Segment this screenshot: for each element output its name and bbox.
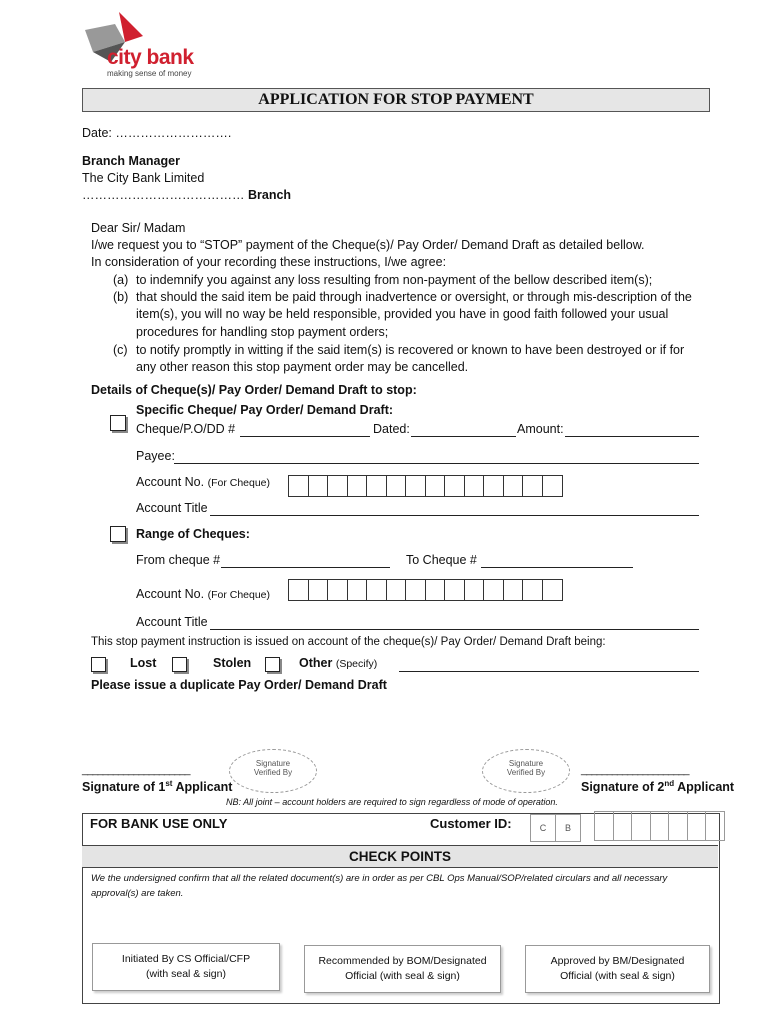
account-title-field-1[interactable] (210, 515, 699, 516)
recommended-by-box[interactable]: Recommended by BOM/Designated Official (with seal & sign) (304, 945, 501, 993)
duplicate-request: Please issue a duplicate Pay Order/ Demand Draft (91, 678, 387, 692)
joint-holder-note: NB: All joint – account holders are required to sign regardless of mode of operation. (226, 797, 558, 807)
customer-id-prefix: C B (530, 814, 581, 842)
stolen-checkbox[interactable] (172, 657, 187, 672)
stolen-label: Stolen (213, 656, 252, 670)
request-text: I/we request you to “STOP” payment of the Cheque(s)/ Pay Order/ Demand Draft as detailed bellow. (91, 238, 645, 252)
consideration-text: In consideration of your recording these instructions, I/we agree: (91, 255, 447, 269)
lost-checkbox[interactable] (91, 657, 106, 672)
clause-b-line-2: item(s), you will no way be held responsible, provided you have in good faith followed your usual (136, 307, 669, 321)
stamp-line-2: Verified By (506, 768, 546, 777)
account-title-label-2: Account Title (136, 615, 208, 629)
salutation: Dear Sir/ Madam (91, 221, 186, 235)
signature-line-1[interactable]: _____________________ (82, 764, 190, 776)
other-label-group (299, 656, 377, 670)
approved-by-box[interactable]: Approved by BM/Designated Official (with seal & sign) (525, 945, 710, 993)
other-label: Other (299, 656, 333, 670)
stamp-line-1: Signature (255, 759, 291, 768)
reason-text: This stop payment instruction is issued on account of the cheque(s)/ Pay Order/ Demand Draft being: (91, 636, 606, 648)
to-cheque-field[interactable] (481, 567, 633, 568)
details-heading: Details of Cheque(s)/ Pay Order/ Demand Draft to stop: (91, 383, 417, 397)
account-no-label-1 (136, 475, 270, 489)
logo-tagline: making sense of money (107, 69, 192, 78)
for-cheque-note: (For Cheque) (207, 477, 271, 489)
account-no-text: Account No. (136, 475, 205, 489)
account-title-field-2[interactable] (210, 629, 699, 630)
page-title: APPLICATION FOR STOP PAYMENT (258, 91, 534, 108)
bank-name: The City Bank Limited (82, 171, 205, 185)
addressee: Branch Manager (82, 154, 180, 168)
cheque-number-label: Cheque/P.O/DD # (136, 422, 236, 436)
bank-use-heading: FOR BANK USE ONLY (90, 816, 228, 831)
stamp-line-1: Signature (508, 759, 544, 768)
clause-a-marker: (a) (113, 273, 129, 287)
check-points-heading: CHECK POINTS (348, 849, 451, 864)
clause-c-line-2: any other reason this stop payment order may be cancelled. (136, 360, 469, 374)
other-checkbox[interactable] (265, 657, 280, 672)
date-field[interactable]: Date: ………………………. (82, 126, 232, 140)
initiated-by-box[interactable]: Initiated By CS Official/CFP (with seal & sign) (92, 943, 280, 991)
clause-c-marker: (c) (113, 343, 128, 357)
logo-name: city bank (107, 46, 194, 69)
specific-heading: Specific Cheque/ Pay Order/ Demand Draft: (136, 403, 394, 417)
clause-b-marker: (b) (113, 290, 129, 304)
signature-line-2[interactable]: _____________________ (581, 764, 689, 776)
dated-field[interactable] (411, 436, 516, 437)
other-specify-field[interactable] (399, 671, 699, 672)
clause-b-line-1: that should the said item be paid through inadvertence or oversight, or through mis-description of the (136, 290, 692, 304)
lost-label: Lost (130, 656, 157, 670)
clause-b-line-3: procedures for handling stop payment orders; (136, 325, 389, 339)
account-no-label-2 (136, 587, 270, 601)
from-cheque-field[interactable] (221, 567, 390, 568)
customer-id-cells[interactable] (594, 811, 725, 841)
to-cheque-label: To Cheque # (406, 553, 477, 567)
payee-label: Payee: (136, 449, 175, 463)
signature-first-applicant: Signature of 1st Applicant (82, 779, 233, 795)
dated-label: Dated: (373, 422, 410, 436)
specific-cheque-checkbox[interactable] (110, 415, 126, 431)
amount-field[interactable] (565, 436, 699, 437)
check-points-bar (82, 845, 718, 868)
range-cheques-checkbox[interactable] (110, 526, 126, 542)
branch-label: Branch (247, 188, 292, 202)
title-box (82, 88, 710, 112)
stamp-line-2: Verified By (253, 768, 293, 777)
specify-note: (Specify) (335, 658, 378, 670)
account-no-text: Account No. (136, 587, 205, 601)
customer-id-label: Customer ID: (430, 816, 512, 831)
signature-verified-stamp-1 (229, 749, 317, 793)
amount-label: Amount: (517, 422, 564, 436)
range-heading: Range of Cheques: (136, 527, 250, 541)
branch-line[interactable] (82, 188, 291, 202)
account-title-label-1: Account Title (136, 501, 208, 515)
for-cheque-note: (For Cheque) (207, 589, 271, 601)
payee-field[interactable] (174, 463, 699, 464)
account-no-cells-2[interactable] (288, 579, 563, 601)
confirmation-text: We the undersigned confirm that all the related document(s) are in order as per CBL Ops Manual/SOP/related circulars and all necessary approval(s) are taken. (91, 873, 668, 899)
from-cheque-label: From cheque # (136, 553, 221, 567)
cheque-number-field[interactable] (240, 436, 370, 437)
branch-dots: ………………………………… (82, 188, 245, 202)
clause-a-line-1: to indemnify you against any loss resulting from non-payment of the bellow described item(s); (136, 273, 653, 287)
signature-second-applicant: Signature of 2nd Applicant (581, 779, 735, 795)
signature-verified-stamp-2 (482, 749, 570, 793)
clause-c-line-1: to notify promptly in witting if the said item(s) is recovered or known to have been destroyed or if for (136, 343, 685, 357)
account-no-cells-1[interactable] (288, 475, 563, 497)
